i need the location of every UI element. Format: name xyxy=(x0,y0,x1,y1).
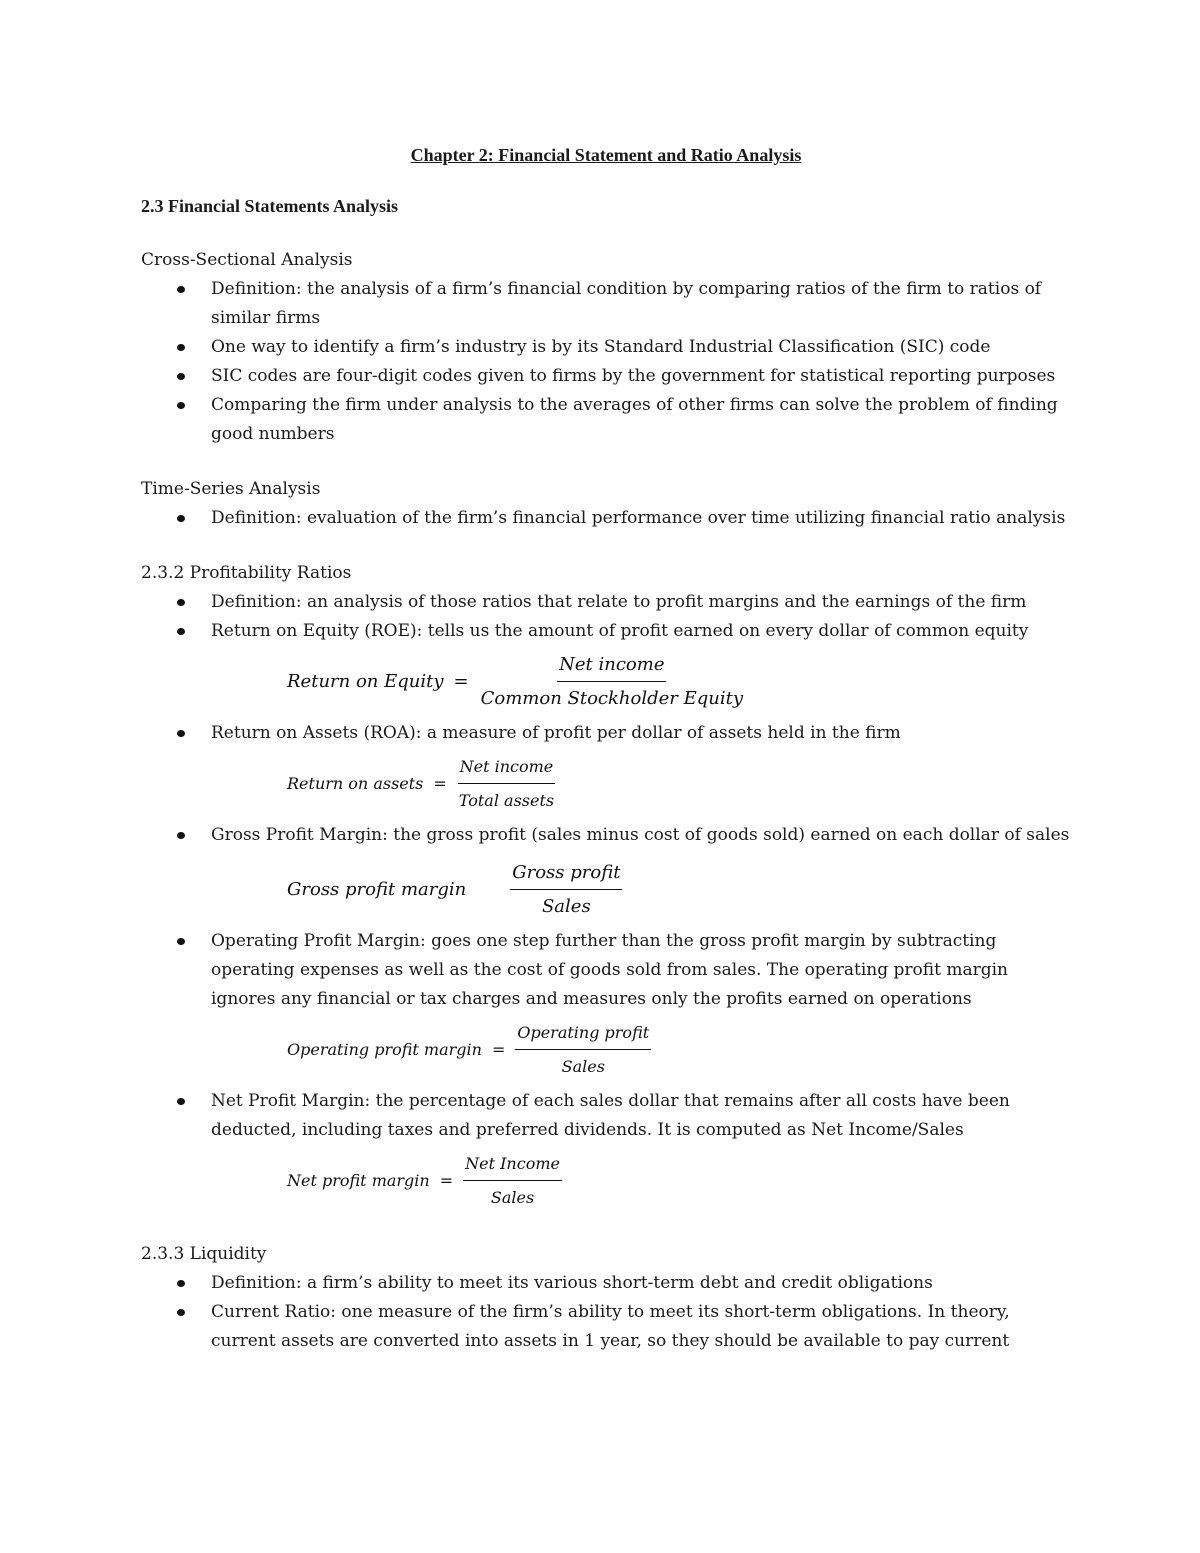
list-item: Comparing the firm under analysis to the averages of other firms can solve the problem of finding good numbers xyxy=(141,391,1071,449)
list-item: Definition: the analysis of a firm’s financial condition by comparing ratios of the firm to ratios of similar firms xyxy=(141,275,1071,333)
liquidity-list xyxy=(141,1269,1071,1356)
gpm-fraction: $\frac{\text{Gross profit}}{\text{Sales}}$ xyxy=(510,858,622,921)
profitability-list xyxy=(141,588,1071,1212)
list-item: Current Ratio: one measure of the firm’s ability to meet its short-term obligations. In theory, current assets are converted into assets in 1 year, so they should be available to pay current xyxy=(141,1298,1071,1356)
bullet-icon xyxy=(177,599,185,606)
document-content xyxy=(141,138,1071,1356)
section-heading-2-3: 2.3 Financial Statements Analysis xyxy=(141,196,399,216)
bullet-icon xyxy=(177,730,185,737)
list-item: Return on Equity (ROE): tells us the amount of profit earned on every dollar of common equity Return on Equity = $\frac{\text{Net income}}{\text{Common Stockholder Equity}}$ xyxy=(141,617,1071,713)
list-item: SIC codes are four-digit codes given to firms by the government for statistical reporting purposes xyxy=(141,362,1071,391)
list-item: Definition: an analysis of those ratios that relate to profit margins and the earnings of the firm xyxy=(141,588,1071,617)
bullet-icon xyxy=(177,938,185,945)
list-item: Definition: a firm’s ability to meet its various short-term debt and credit obligations xyxy=(141,1269,1071,1298)
liquidity-heading: 2.3.3 Liquidity xyxy=(141,1244,267,1264)
list-item: Gross Profit Margin: the gross profit (sales minus cost of goods sold) earned on each dollar of sales Gross profit margin $\frac{\text{Gross profit}}{\text{Sales}}$ xyxy=(141,821,1071,921)
bullet-icon xyxy=(177,832,185,839)
roe-formula: Return on Equity = $\frac{\text{Net income}}{\text{Common Stockholder Equity}}$ xyxy=(287,650,1071,713)
roa-fraction: $\frac{\text{Net income}}{\text{Total assets}}$ xyxy=(457,752,556,815)
bullet-icon xyxy=(177,373,185,380)
bullet-icon xyxy=(177,402,185,409)
roa-formula: Return on assets = $\frac{\text{Net income}}{\text{Total assets}}$ xyxy=(287,752,1071,815)
profitability-heading: 2.3.2 Profitability Ratios xyxy=(141,563,352,583)
bullet-icon xyxy=(177,1098,185,1105)
bullet-icon xyxy=(177,628,185,635)
opm-formula: Operating profit margin = $\frac{\text{Operating profit}}{\text{Sales}}$ xyxy=(287,1018,1071,1081)
page-title: Chapter 2: Financial Statement and Ratio Analysis xyxy=(410,145,802,165)
roe-fraction: $\frac{\text{Net income}}{\text{Common Stockholder Equity}}$ xyxy=(479,650,745,713)
list-item: Definition: evaluation of the firm’s financial performance over time utilizing financial ratio analysis xyxy=(141,504,1071,533)
bullet-icon xyxy=(177,515,185,522)
bullet-icon xyxy=(177,286,185,293)
opm-fraction: $\frac{\text{Operating profit}}{\text{Sales}}$ xyxy=(515,1018,651,1081)
list-item: Net Profit Margin: the percentage of each sales dollar that remains after all costs have been deducted, including taxes and preferred dividends. It is computed as Net Income/Sales Net profit margin = $\frac{\text{Net Income}}{\text{Sales}}$ xyxy=(141,1087,1071,1212)
list-item: One way to identify a firm’s industry is by its Standard Industrial Classification (SIC) code xyxy=(141,333,1071,362)
npm-fraction: $\frac{\text{Net Income}}{\text{Sales}}$ xyxy=(463,1149,562,1212)
cross-sectional-list xyxy=(141,275,1071,449)
gpm-formula: Gross profit margin $\frac{\text{Gross profit}}{\text{Sales}}$ xyxy=(287,858,1071,921)
cross-sectional-heading: Cross-Sectional Analysis xyxy=(141,250,353,270)
bullet-icon xyxy=(177,1309,185,1316)
npm-formula: Net profit margin = $\frac{\text{Net Income}}{\text{Sales}}$ xyxy=(287,1149,1071,1212)
list-item: Operating Profit Margin: goes one step further than the gross profit margin by subtracting operating expenses as well as the cost of goods sold from sales. The operating profit margin ignores any financial or tax charges and measures only the profits earned on operations Operating profit margin = $\frac{\text{Operating profit}}{\text{Sales}}$ xyxy=(141,927,1071,1081)
bullet-icon xyxy=(177,1280,185,1287)
time-series-heading: Time-Series Analysis xyxy=(141,479,321,499)
time-series-list xyxy=(141,504,1071,533)
bullet-icon xyxy=(177,344,185,351)
list-item: Return on Assets (ROA): a measure of profit per dollar of assets held in the firm Return on assets = $\frac{\text{Net income}}{\text{Total assets}}$ xyxy=(141,719,1071,815)
